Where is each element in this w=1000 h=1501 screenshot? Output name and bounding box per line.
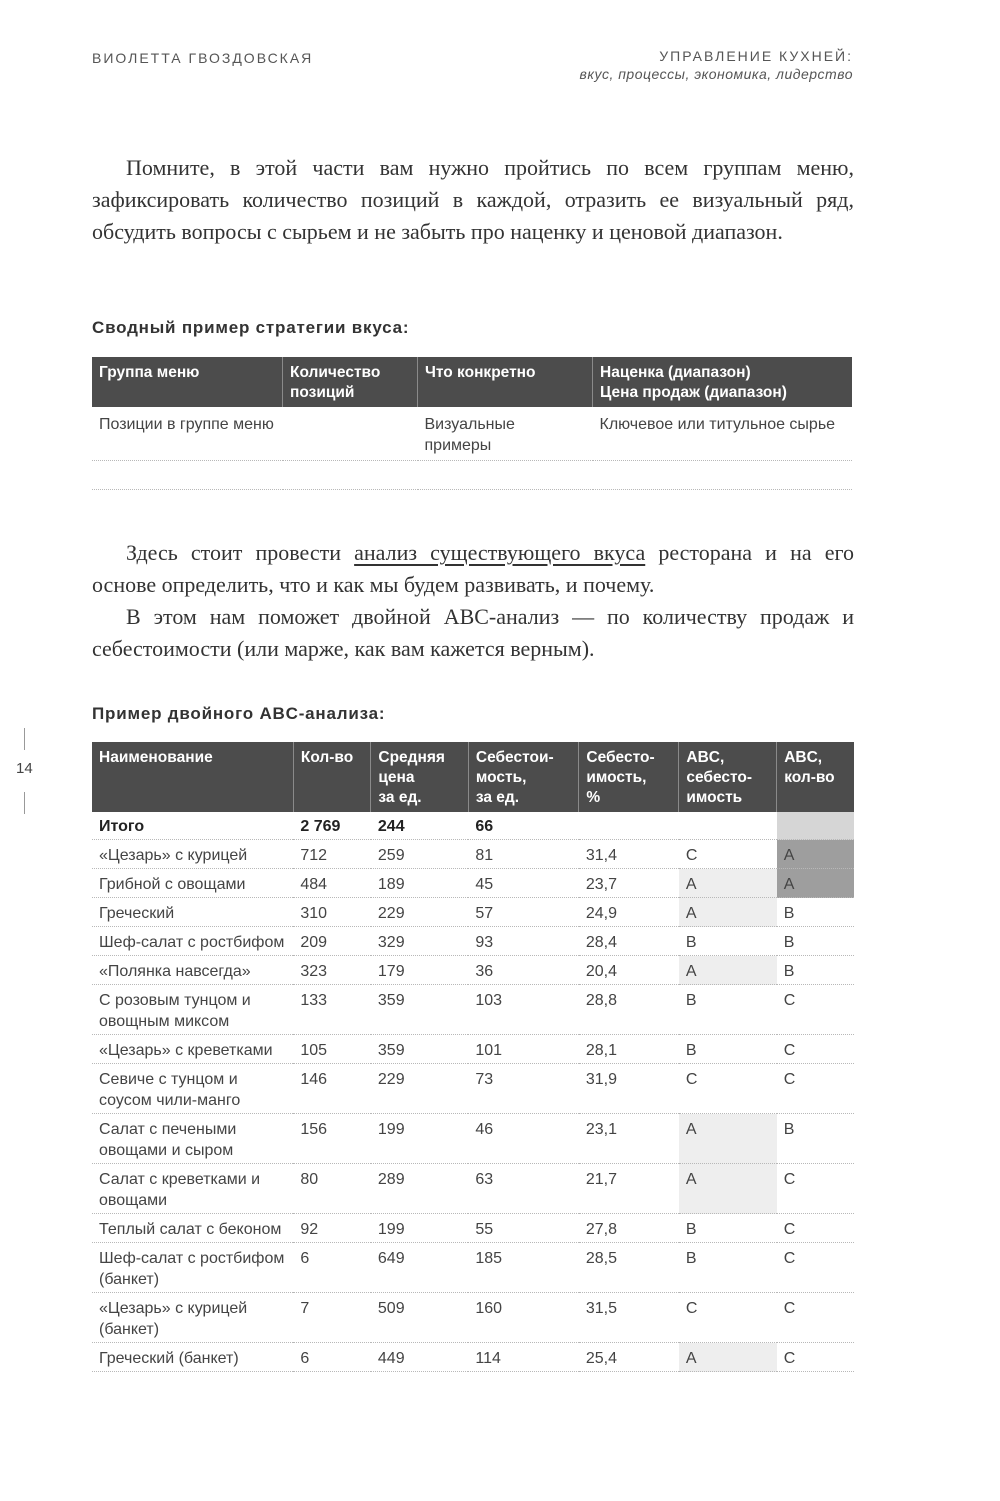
abc-cell: 28,8 [579,985,679,1035]
abc-cell: 229 [371,1064,468,1114]
abc-header-line: цена [378,769,415,786]
abc-cell: C [777,985,854,1035]
abc-cell: 114 [468,1343,579,1372]
abc-header-line: имость [686,789,743,806]
abc-cell: 160 [468,1293,579,1343]
abc-cell: 63 [468,1164,579,1214]
abc-cell: 259 [371,840,468,869]
abc-cell: 25,4 [579,1343,679,1372]
abc-cell: B [679,1243,777,1293]
analysis-text-after: ресторана и на его основе определить, что и как мы будем развивать, и почему. [92,540,854,597]
strategy-table-caption: Сводный пример стратегии вкуса: [92,318,410,337]
abc-cell: A [777,869,854,898]
strategy-header-cell: Количество позиций [283,357,418,407]
abc-cell: 199 [371,1214,468,1243]
abc-total-cell: Итого [92,812,293,840]
abc-item-name: Шеф-салат с ростбифом (банкет) [92,1243,293,1293]
abc-total-cell [679,812,777,840]
abc-cell: 103 [468,985,579,1035]
abc-table-row [92,840,854,869]
intro-paragraph: Помните, в этой части вам нужно пройтись по всем группам меню, зафиксировать количество позиций в каждой, отразить ее визуальный ряд, обсудить вопросы с сырьем и не забыть про наценку и ценовой диапазон. [92,155,854,244]
strategy-table [92,357,852,490]
abc-cell: 24,9 [579,898,679,927]
abc-cell: 31,4 [579,840,679,869]
abc-header-line: Кол-во [300,749,354,766]
abc-cell: C [777,1343,854,1372]
abc-cell: 36 [468,956,579,985]
abc-cell: C [679,840,777,869]
page-number: 14 [16,760,33,777]
abc-cell: 359 [371,1035,468,1064]
abc-item-name: «Цезарь» с креветками [92,1035,293,1064]
abc-cell: B [679,1214,777,1243]
abc-item-name: Теплый салат с беконом [92,1214,293,1243]
abc-item-name: Греческий (банкет) [92,1343,293,1372]
abc-table-row [92,1343,854,1372]
abc-item-name: «Цезарь» с курицей (банкет) [92,1293,293,1343]
abc-cell: 323 [293,956,371,985]
strategy-table-header-row [92,357,852,407]
abc-table-row [92,985,854,1035]
abc-header-cell [468,742,579,812]
abc-cell: 28,5 [579,1243,679,1293]
abc-table-row [92,869,854,898]
strategy-cell: Позиции в группе меню [92,407,283,461]
abc-item-name: Грибной с овощами [92,869,293,898]
abc-cell: A [679,956,777,985]
abc-cell: 31,9 [579,1064,679,1114]
strategy-header-cell: Что конкретно [418,357,593,407]
abc-cell: 21,7 [579,1164,679,1214]
abc-cell: 712 [293,840,371,869]
abc-total-cell [579,812,679,840]
strategy-header-cell [593,357,853,407]
abc-cell: B [777,898,854,927]
abc-cell: 6 [293,1243,371,1293]
abc-cell: 46 [468,1114,579,1164]
abc-cell: 179 [371,956,468,985]
abc-item-name: «Цезарь» с курицей [92,840,293,869]
abc-total-cell [777,812,854,840]
abc-table-caption: Пример двойного ABC-анализа: [92,704,386,723]
abc-cell: 484 [293,869,371,898]
abc-cell: 93 [468,927,579,956]
abc-cell: C [777,1293,854,1343]
abc-table-row [92,898,854,927]
abc-cell: 105 [293,1035,371,1064]
abc-cell: C [777,1243,854,1293]
abc-header-line: % [586,789,601,806]
abc-table-row [92,1064,854,1114]
abc-cell: 55 [468,1214,579,1243]
abc-cell: 359 [371,985,468,1035]
abc-header-cell [92,742,293,812]
abc-table-row [92,1243,854,1293]
abc-table-row [92,1114,854,1164]
abc-cell: C [777,1214,854,1243]
running-header-book-subtitle: вкус, процессы, экономика, лидерство [579,66,853,82]
strategy-empty-cell [593,461,853,490]
abc-cell: B [777,1114,854,1164]
abc-cell: 57 [468,898,579,927]
abc-table-row [92,1214,854,1243]
running-header-title-block [580,48,853,82]
strategy-header-markup-line: Наценка (диапазон) [600,364,751,381]
abc-table-row [92,1164,854,1214]
abc-item-name: Шеф-салат с ростбифом [92,927,293,956]
abc-header-line: ABC, [784,749,823,766]
margin-tick-top [24,728,25,750]
abc-header-line: Себестои- [475,749,554,766]
abc-analysis-table [92,742,854,1372]
abc-cell: A [679,898,777,927]
strategy-header-price-line: Цена продаж (диапазон) [600,384,787,401]
abc-total-cell: 2 769 [293,812,371,840]
abc-cell: A [777,840,854,869]
abc-cell: 209 [293,927,371,956]
analysis-underlined-phrase: анализ существующего вкуса [354,540,646,565]
strategy-empty-cell [92,461,283,490]
abc-cell: 28,1 [579,1035,679,1064]
abc-header-line: Себесто- [586,749,655,766]
margin-tick-bottom [24,792,25,814]
analysis-paragraph [92,537,854,601]
strategy-header-cell: Группа меню [92,357,283,407]
strategy-cell: Ключевое или титульное сырье [593,407,853,461]
abc-cell: A [679,1114,777,1164]
abc-cell: C [777,1164,854,1214]
abc-item-name: Севиче с тунцом и соусом чили-манго [92,1064,293,1114]
abc-cell: 329 [371,927,468,956]
abc-item-name: «Полянка навсегда» [92,956,293,985]
abc-cell: 649 [371,1243,468,1293]
abc-item-name: Салат с печеными овощами и сыром [92,1114,293,1164]
abc-cell: 449 [371,1343,468,1372]
abc-cell: A [679,869,777,898]
abc-cell: 133 [293,985,371,1035]
abc-header-line: Наименование [99,749,213,766]
abc-cell: 45 [468,869,579,898]
abc-table-row [92,956,854,985]
abc-cell: 7 [293,1293,371,1343]
abc-cell: C [679,1064,777,1114]
strategy-empty-cell [418,461,593,490]
abc-cell: 509 [371,1293,468,1343]
abc-cell: 146 [293,1064,371,1114]
abc-cell: 229 [371,898,468,927]
abc-header-line: себесто- [686,769,753,786]
abc-intro-paragraph: В этом нам поможет двойной ABC-анализ — по количеству продаж и себестоимости (или марже, как вам кажется верным). [92,604,854,661]
strategy-cell [283,407,418,461]
abc-total-cell: 244 [371,812,468,840]
abc-header-line: ABC, [686,749,725,766]
abc-cell: 81 [468,840,579,869]
strategy-cell: Визуальные примеры [418,407,593,461]
strategy-table-row [92,407,852,461]
abc-cell: B [777,956,854,985]
abc-cell: B [679,985,777,1035]
abc-cell: 289 [371,1164,468,1214]
abc-cell: 23,1 [579,1114,679,1164]
abc-header-cell [371,742,468,812]
abc-item-name: С розовым тунцом и овощным миксом [92,985,293,1035]
abc-header-line: за ед. [475,789,520,806]
abc-cell: 310 [293,898,371,927]
abc-cell: 31,5 [579,1293,679,1343]
abc-total-row [92,812,854,840]
abc-item-name: Греческий [92,898,293,927]
abc-header-cell [679,742,777,812]
abc-header-line: Средняя [378,749,445,766]
abc-cell: C [777,1035,854,1064]
abc-header-line: кол-во [784,769,835,786]
abc-item-name: Салат с креветками и овощами [92,1164,293,1214]
abc-cell: B [679,927,777,956]
strategy-empty-row [92,461,852,490]
abc-header-cell [777,742,854,812]
analysis-text-before: Здесь стоит провести [126,540,355,565]
abc-header-cell [579,742,679,812]
abc-header-cell [293,742,371,812]
abc-cell: 189 [371,869,468,898]
running-header-book-title: УПРАВЛЕНИЕ КУХНЕЙ: [659,48,853,64]
strategy-empty-cell [283,461,418,490]
abc-cell: 23,7 [579,869,679,898]
abc-table-row [92,1293,854,1343]
abc-total-cell: 66 [468,812,579,840]
abc-cell: 101 [468,1035,579,1064]
abc-cell: 80 [293,1164,371,1214]
abc-table-row [92,1035,854,1064]
abc-cell: C [777,1064,854,1114]
abc-cell: 6 [293,1343,371,1372]
abc-cell: 156 [293,1114,371,1164]
abc-cell: 20,4 [579,956,679,985]
abc-header-line: за ед. [378,789,422,806]
abc-header-line: мость, [475,769,527,786]
abc-cell: 92 [293,1214,371,1243]
abc-cell: 28,4 [579,927,679,956]
abc-cell: B [679,1035,777,1064]
abc-cell: A [679,1164,777,1214]
abc-cell: 73 [468,1064,579,1114]
abc-header-line: имость, [586,769,647,786]
abc-cell: A [679,1343,777,1372]
abc-table-header-row [92,742,854,812]
abc-cell: C [679,1293,777,1343]
abc-cell: 199 [371,1114,468,1164]
running-header-author: ВИОЛЕТТА ГВОЗДОВСКАЯ [92,50,314,66]
abc-cell: B [777,927,854,956]
abc-table-row [92,927,854,956]
abc-cell: 27,8 [579,1214,679,1243]
abc-cell: 185 [468,1243,579,1293]
